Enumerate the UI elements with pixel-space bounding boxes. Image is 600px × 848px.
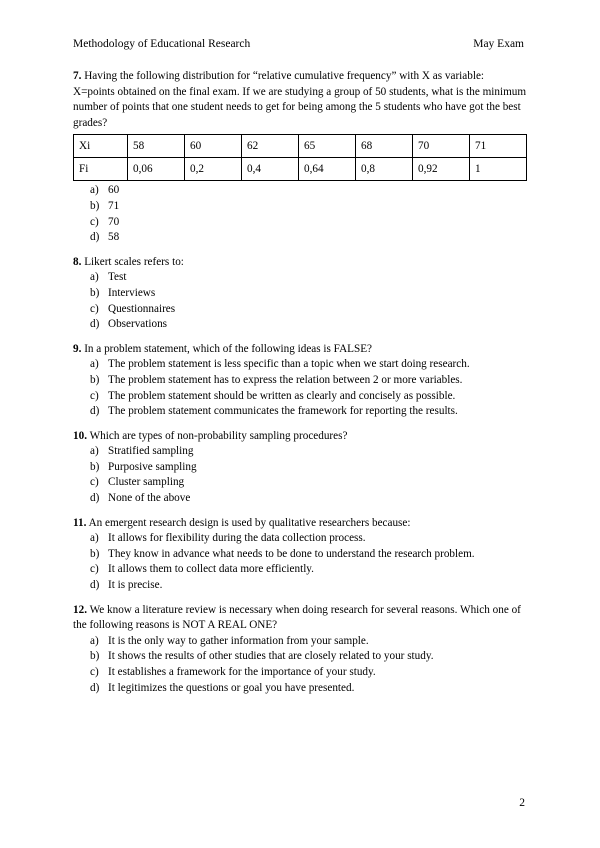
question-text: [73, 69, 527, 131]
option-text: The problem statement communicates the framework for reporting the results.: [108, 405, 458, 418]
option-letter: b): [90, 460, 100, 473]
option-letter: b): [90, 650, 100, 663]
option-text: It is the only way to gather information from your sample.: [108, 634, 369, 647]
option-list: [73, 531, 527, 593]
option-letter: a): [90, 532, 99, 545]
question-10: [73, 429, 527, 507]
table-cell: 62: [242, 135, 299, 158]
option-letter: c): [90, 389, 99, 402]
option-letter: c): [90, 563, 99, 576]
option-letter: d): [90, 318, 100, 331]
option-list: [73, 634, 527, 696]
option-item: [73, 460, 527, 476]
option-letter: d): [90, 231, 100, 244]
table-cell: 0,92: [413, 158, 470, 181]
table-cell: 0,4: [242, 158, 299, 181]
option-item: [73, 531, 527, 547]
table-cell: 68: [356, 135, 413, 158]
option-text: Purposive sampling: [108, 460, 197, 473]
table-cell: 1: [470, 158, 527, 181]
option-letter: d): [90, 681, 100, 694]
option-text: The problem statement has to express the relation between 2 or more variables.: [108, 373, 463, 386]
option-text: Questionnaires: [108, 302, 176, 315]
option-text: 70: [108, 215, 120, 228]
question-text: [73, 603, 527, 634]
option-item: [73, 183, 527, 199]
option-item: [73, 547, 527, 563]
option-text: 71: [108, 199, 120, 212]
option-item: [73, 270, 527, 286]
option-item: [73, 302, 527, 318]
table-cell: 65: [299, 135, 356, 158]
option-text: None of the above: [108, 492, 191, 505]
table-cell: 71: [470, 135, 527, 158]
question-body: Having the following distribution for “relative cumulative frequency” with X as variable: X=points obtained on the final exam. If we are studying a group of 50 students, what is the minimum number of points that one student needs to get for being among the 5 students who have got the best grades?: [73, 70, 527, 129]
option-letter: b): [90, 286, 100, 299]
option-letter: c): [90, 476, 99, 489]
option-letter: c): [90, 215, 99, 228]
option-item: [73, 649, 527, 665]
option-text: The problem statement should be written as clearly and concisely as possible.: [108, 389, 456, 402]
option-text: 60: [108, 184, 120, 197]
table-cell: Fi: [74, 158, 128, 181]
option-text: Stratified sampling: [108, 445, 194, 458]
option-item: [73, 491, 527, 507]
option-item: [73, 373, 527, 389]
option-letter: a): [90, 358, 99, 371]
option-item: [73, 665, 527, 681]
exam-content: [73, 69, 527, 696]
question-7: [73, 69, 527, 246]
question-text: [73, 429, 527, 445]
table-row-fi: [74, 158, 527, 181]
option-text: 58: [108, 231, 120, 244]
question-number: 9.: [73, 342, 82, 355]
option-item: [73, 317, 527, 333]
question-body: Likert scales refers to:: [84, 255, 184, 268]
table-row-xi: [74, 135, 527, 158]
option-letter: d): [90, 492, 100, 505]
question-11: [73, 516, 527, 594]
question-12: [73, 603, 527, 697]
option-text: Observations: [108, 318, 168, 331]
table-cell: 60: [185, 135, 242, 158]
option-text: They know in advance what needs to be done to understand the research problem.: [108, 547, 475, 560]
table-cell: 0,06: [128, 158, 185, 181]
option-list: [73, 357, 527, 419]
option-item: [73, 681, 527, 697]
question-body: Which are types of non-probability sampling procedures?: [89, 429, 348, 442]
question-text: [73, 342, 527, 358]
option-item: [73, 444, 527, 460]
question-9: [73, 342, 527, 420]
table-cell: 0,2: [185, 158, 242, 181]
option-item: [73, 199, 527, 215]
option-text: Test: [108, 271, 127, 284]
option-list: [73, 183, 527, 245]
table-cell: 58: [128, 135, 185, 158]
option-item: [73, 578, 527, 594]
table-cell: 0,64: [299, 158, 356, 181]
option-text: It allows them to collect data more efficiently.: [108, 563, 314, 576]
option-letter: d): [90, 579, 100, 592]
option-list: [73, 444, 527, 506]
page-number: 2: [519, 797, 525, 809]
option-letter: b): [90, 547, 100, 560]
frequency-table: [73, 134, 527, 181]
option-text: Interviews: [108, 286, 156, 299]
question-text: [73, 516, 527, 532]
option-item: [73, 634, 527, 650]
option-letter: b): [90, 373, 100, 386]
option-text: Cluster sampling: [108, 476, 185, 489]
table-cell: 70: [413, 135, 470, 158]
option-letter: a): [90, 634, 99, 647]
option-item: [73, 215, 527, 231]
header-course-title: Methodology of Educational Research: [73, 38, 251, 50]
option-letter: d): [90, 405, 100, 418]
question-body: We know a literature review is necessary when doing research for several reasons. Which one of the following reasons is NOT A REAL ONE?: [73, 603, 521, 632]
option-letter: c): [90, 666, 99, 678]
question-number: 8.: [73, 255, 82, 268]
question-number: 12.: [73, 603, 87, 616]
option-text: It is precise.: [108, 579, 163, 592]
option-letter: a): [90, 445, 99, 458]
question-number: 7.: [73, 70, 82, 82]
option-text: It establishes a framework for the importance of your study.: [108, 666, 376, 678]
question-number: 10.: [73, 429, 87, 442]
option-letter: a): [90, 271, 99, 284]
option-list: [73, 270, 527, 332]
option-item: [73, 562, 527, 578]
question-number: 11.: [73, 516, 87, 529]
option-letter: a): [90, 184, 99, 197]
option-text: It shows the results of other studies that are closely related to your study.: [108, 650, 434, 663]
option-item: [73, 230, 527, 246]
option-letter: b): [90, 199, 100, 212]
option-item: [73, 389, 527, 405]
question-body: In a problem statement, which of the following ideas is FALSE?: [84, 342, 372, 355]
option-item: [73, 404, 527, 420]
question-text: [73, 255, 527, 271]
header-exam-label: May Exam: [473, 38, 524, 50]
table-cell: 0,8: [356, 158, 413, 181]
question-body: An emergent research design is used by qualitative researchers because:: [88, 516, 411, 529]
option-item: [73, 357, 527, 373]
option-item: [73, 286, 527, 302]
option-item: [73, 475, 527, 491]
option-text: It allows for flexibility during the data collection process.: [108, 532, 366, 545]
option-letter: c): [90, 302, 99, 315]
question-8: [73, 255, 527, 333]
option-text: The problem statement is less specific than a topic when we start doing research.: [108, 358, 470, 371]
table-cell: Xi: [74, 135, 128, 158]
option-text: It legitimizes the questions or goal you have presented.: [108, 681, 355, 694]
